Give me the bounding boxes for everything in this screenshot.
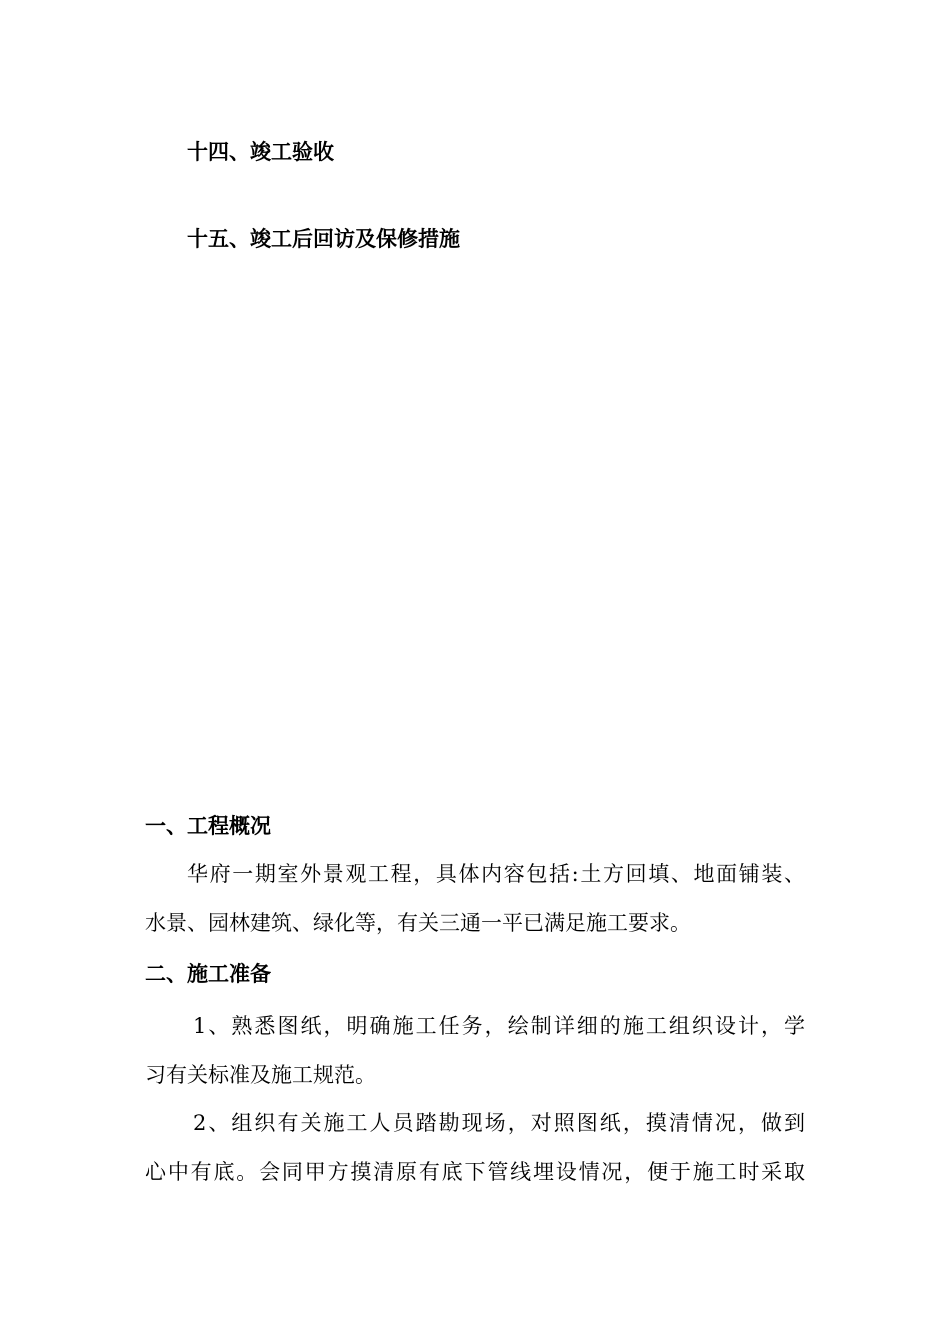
toc-item-15: 十五、竣工后回访及保修措施 — [187, 227, 460, 251]
paragraph-line: 1、熟悉图纸，明确施工任务，绘制详细的施工组织设计，学 — [193, 1014, 805, 1038]
paragraph-line: 2、组织有关施工人员踏勘现场，对照图纸，摸清情况，做到 — [193, 1111, 805, 1135]
paragraph-line: 水景、园林建筑、绿化等，有关三通一平已满足施工要求。 — [145, 911, 691, 935]
section-heading-overview: 一、工程概况 — [145, 814, 271, 838]
paragraph-line: 华府一期室外景观工程，具体内容包括:土方回填、地面铺装、 — [187, 862, 805, 886]
section-heading-preparation: 二、施工准备 — [145, 962, 271, 986]
toc-item-14: 十四、竣工验收 — [187, 140, 334, 164]
paragraph-line: 习有关标准及施工规范。 — [145, 1063, 376, 1087]
paragraph-line: 心中有底。会同甲方摸清原有底下管线埋设情况，便于施工时采取 — [145, 1160, 805, 1184]
